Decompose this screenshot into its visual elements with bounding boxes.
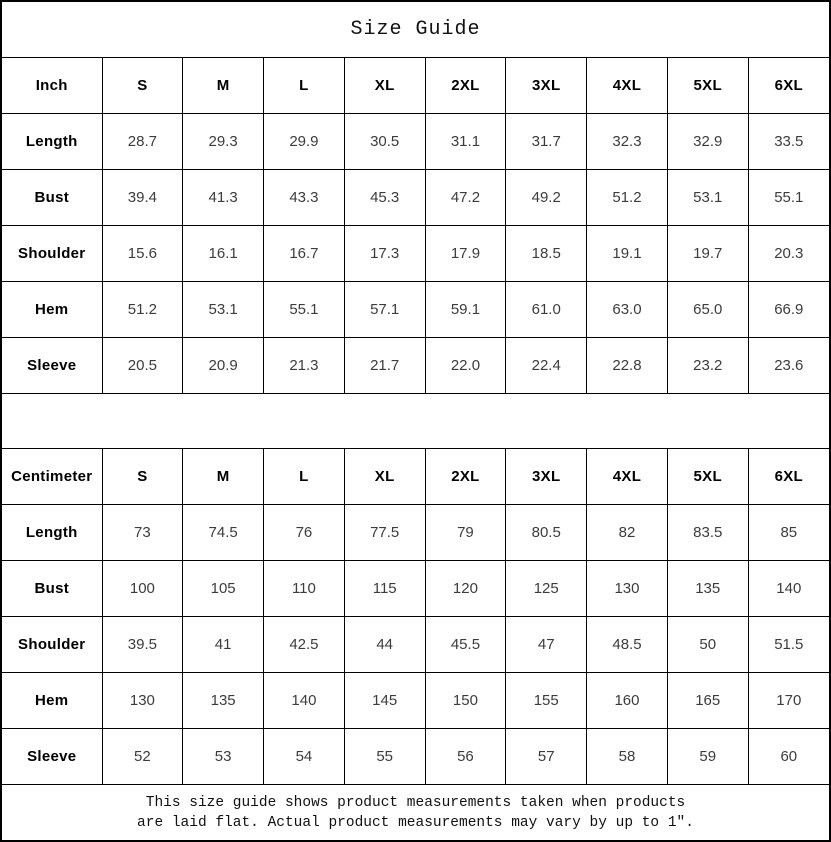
unit-header-cell: Inch [2,58,102,114]
measurement-value: 110 [264,561,345,617]
measurement-row [2,170,829,226]
size-column-header: M [183,58,264,114]
measurement-value: 45.3 [344,170,425,226]
measurement-label: Sleeve [2,338,102,394]
measurement-row [2,505,829,561]
measurement-row [2,561,829,617]
centimeter-size-table-body [2,449,829,785]
size-column-header: S [102,58,183,114]
measurement-label: Shoulder [2,617,102,673]
size-column-header: XL [344,449,425,505]
measurement-label: Hem [2,673,102,729]
measurement-value: 60 [748,729,829,785]
measurement-value: 33.5 [748,114,829,170]
measurement-label: Bust [2,561,102,617]
size-column-header: L [264,449,345,505]
measurement-value: 61.0 [506,282,587,338]
measurement-value: 28.7 [102,114,183,170]
size-column-header: 2XL [425,58,506,114]
measurement-value: 20.3 [748,226,829,282]
measurement-value: 43.3 [264,170,345,226]
measurement-value: 21.7 [344,338,425,394]
measurement-value: 45.5 [425,617,506,673]
measurement-value: 29.3 [183,114,264,170]
size-column-header: S [102,449,183,505]
size-column-header: 3XL [506,449,587,505]
measurement-label: Length [2,505,102,561]
measurement-value: 135 [183,673,264,729]
inch-size-table [2,58,829,394]
measurement-value: 22.0 [425,338,506,394]
measurement-value: 170 [748,673,829,729]
table-spacer [2,394,829,448]
measurement-value: 53 [183,729,264,785]
measurement-value: 23.6 [748,338,829,394]
measurement-row [2,282,829,338]
measurement-value: 21.3 [264,338,345,394]
measurement-value: 47 [506,617,587,673]
measurement-value: 83.5 [667,505,748,561]
size-guide-title: Size Guide [2,2,829,58]
measurement-value: 74.5 [183,505,264,561]
measurement-value: 57 [506,729,587,785]
size-column-header: 6XL [748,58,829,114]
measurement-value: 30.5 [344,114,425,170]
note-line-2: are laid flat. Actual product measurements may vary by up to 1″. [137,814,694,831]
measurement-value: 145 [344,673,425,729]
measurement-value: 29.9 [264,114,345,170]
measurement-value: 56 [425,729,506,785]
measurement-value: 85 [748,505,829,561]
measurement-value: 105 [183,561,264,617]
measurement-value: 63.0 [587,282,668,338]
inch-size-table-body [2,58,829,394]
measurement-value: 32.3 [587,114,668,170]
measurement-value: 79 [425,505,506,561]
measurement-value: 82 [587,505,668,561]
measurement-value: 32.9 [667,114,748,170]
measurement-value: 125 [506,561,587,617]
measurement-value: 140 [748,561,829,617]
measurement-value: 20.5 [102,338,183,394]
measurement-value: 41 [183,617,264,673]
size-column-header: M [183,449,264,505]
measurement-value: 165 [667,673,748,729]
measurement-row [2,617,829,673]
measurement-value: 39.5 [102,617,183,673]
measurement-value: 55 [344,729,425,785]
measurement-value: 160 [587,673,668,729]
measurement-value: 130 [587,561,668,617]
measurement-value: 19.1 [587,226,668,282]
size-column-header: 5XL [667,449,748,505]
measurement-value: 52 [102,729,183,785]
measurement-value: 80.5 [506,505,587,561]
measurement-value: 155 [506,673,587,729]
measurement-value: 57.1 [344,282,425,338]
measurement-value: 120 [425,561,506,617]
measurement-value: 51.2 [587,170,668,226]
measurement-value: 54 [264,729,345,785]
measurement-value: 73 [102,505,183,561]
measurement-value: 65.0 [667,282,748,338]
size-column-header: 5XL [667,58,748,114]
measurement-row [2,673,829,729]
measurement-value: 53.1 [667,170,748,226]
measurement-value: 100 [102,561,183,617]
size-guide-note [2,785,829,840]
measurement-value: 31.7 [506,114,587,170]
measurement-value: 76 [264,505,345,561]
measurement-value: 115 [344,561,425,617]
measurement-value: 50 [667,617,748,673]
measurement-value: 20.9 [183,338,264,394]
measurement-value: 22.8 [587,338,668,394]
measurement-value: 41.3 [183,170,264,226]
measurement-value: 47.2 [425,170,506,226]
size-header-row [2,58,829,114]
measurement-value: 58 [587,729,668,785]
measurement-label: Bust [2,170,102,226]
size-column-header: 2XL [425,449,506,505]
measurement-value: 49.2 [506,170,587,226]
measurement-value: 130 [102,673,183,729]
measurement-value: 16.7 [264,226,345,282]
centimeter-size-table [2,448,829,785]
measurement-label: Length [2,114,102,170]
measurement-value: 16.1 [183,226,264,282]
size-header-row [2,449,829,505]
measurement-value: 59 [667,729,748,785]
measurement-value: 19.7 [667,226,748,282]
measurement-row [2,729,829,785]
measurement-row [2,114,829,170]
measurement-label: Shoulder [2,226,102,282]
size-column-header: 4XL [587,58,668,114]
size-column-header: 4XL [587,449,668,505]
unit-header-cell: Centimeter [2,449,102,505]
size-column-header: 3XL [506,58,587,114]
measurement-row [2,338,829,394]
measurement-value: 55.1 [264,282,345,338]
measurement-value: 18.5 [506,226,587,282]
measurement-value: 42.5 [264,617,345,673]
measurement-value: 44 [344,617,425,673]
size-column-header: L [264,58,345,114]
measurement-value: 51.2 [102,282,183,338]
measurement-value: 39.4 [102,170,183,226]
note-line-1: This size guide shows product measurements taken when products [145,794,686,811]
size-column-header: 6XL [748,449,829,505]
measurement-value: 53.1 [183,282,264,338]
measurement-value: 17.3 [344,226,425,282]
measurement-value: 59.1 [425,282,506,338]
measurement-value: 15.6 [102,226,183,282]
measurement-value: 140 [264,673,345,729]
measurement-value: 55.1 [748,170,829,226]
size-column-header: XL [344,58,425,114]
measurement-value: 51.5 [748,617,829,673]
measurement-value: 135 [667,561,748,617]
measurement-label: Hem [2,282,102,338]
measurement-value: 77.5 [344,505,425,561]
measurement-row [2,226,829,282]
measurement-value: 48.5 [587,617,668,673]
measurement-value: 23.2 [667,338,748,394]
measurement-value: 66.9 [748,282,829,338]
measurement-value: 22.4 [506,338,587,394]
measurement-value: 150 [425,673,506,729]
measurement-value: 17.9 [425,226,506,282]
measurement-label: Sleeve [2,729,102,785]
measurement-value: 31.1 [425,114,506,170]
